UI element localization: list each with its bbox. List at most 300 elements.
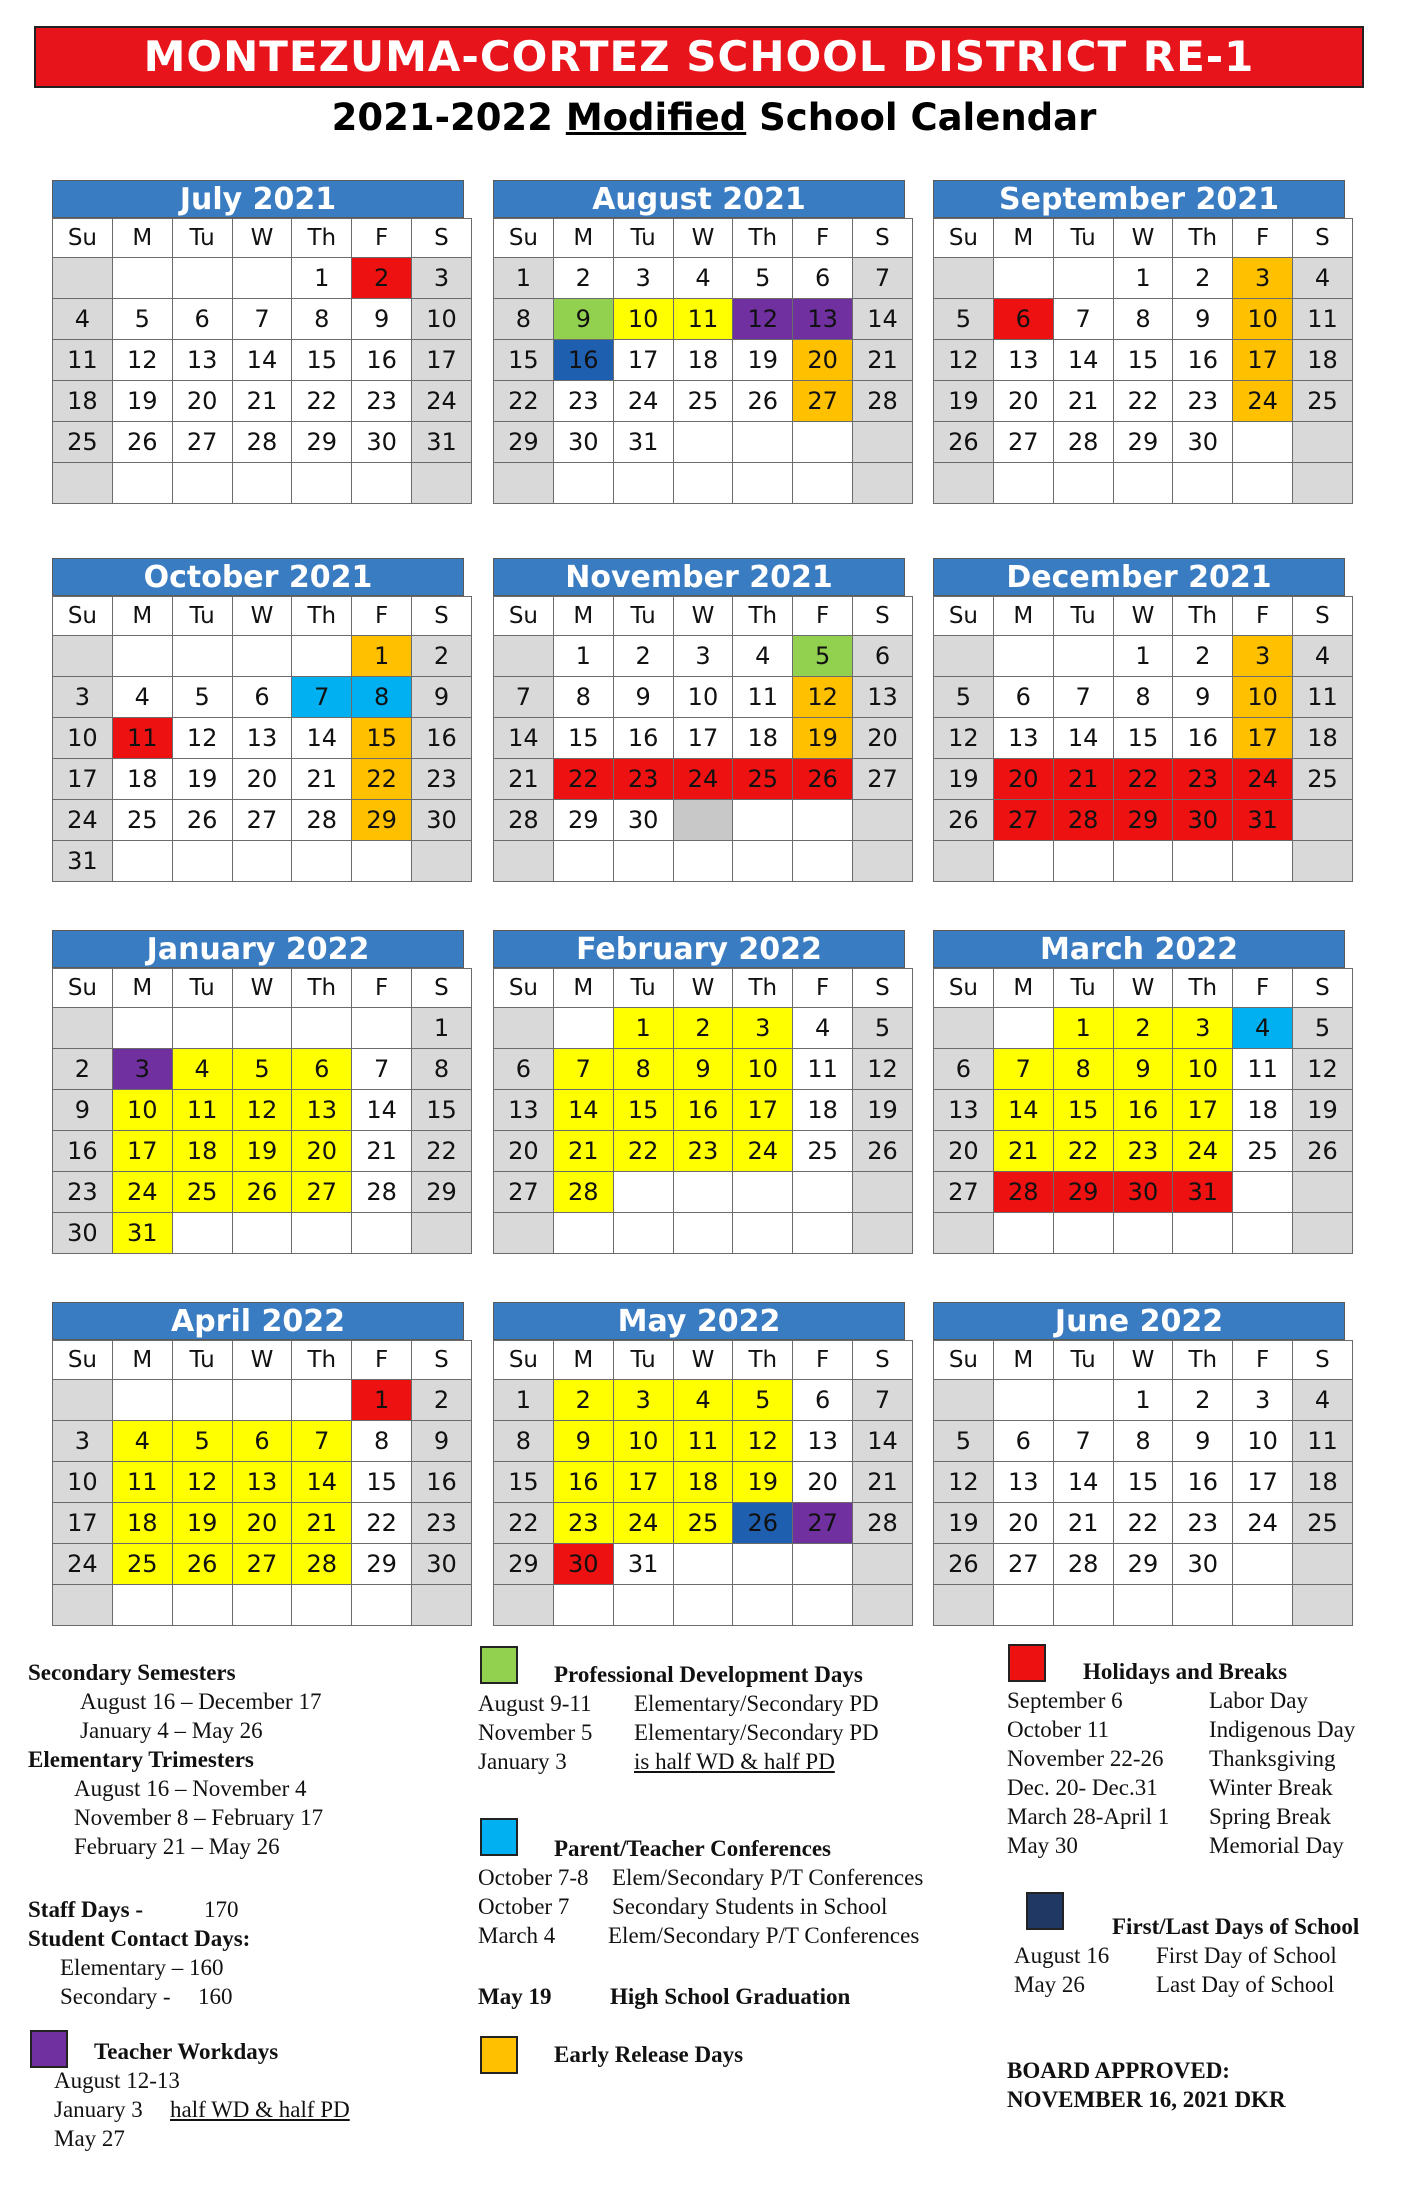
day-cell: 24 (733, 1131, 793, 1172)
day-cell: 21 (993, 1131, 1053, 1172)
empty-cell (352, 841, 412, 882)
week-row (934, 258, 1353, 299)
day-cell: 23 (1113, 1131, 1173, 1172)
day-cell: 25 (53, 422, 113, 463)
day-cell: 20 (494, 1131, 554, 1172)
day-cell: 21 (1053, 1503, 1113, 1544)
day-cell: 9 (673, 1049, 733, 1090)
day-cell: 21 (352, 1131, 412, 1172)
day-cell: 29 (1113, 800, 1173, 841)
teacher-workday-2-note: half WD & half PD (170, 2097, 350, 2122)
month-title: January 2022 (52, 930, 464, 968)
day-cell: 13 (993, 340, 1053, 381)
empty-cell (613, 463, 673, 504)
month-title: November 2021 (493, 558, 905, 596)
day-cell: 11 (172, 1090, 232, 1131)
day-cell: 15 (1113, 1462, 1173, 1503)
week-row (494, 1585, 913, 1626)
last-day-label: Last Day of School (1156, 1972, 1335, 1997)
empty-cell (292, 463, 352, 504)
day-cell: 11 (1293, 1421, 1353, 1462)
day-cell: 21 (494, 759, 554, 800)
holiday-2-name: Indigenous Day (1209, 1717, 1356, 1742)
weekday-label: Th (292, 1341, 352, 1380)
week-row (53, 1172, 472, 1213)
day-cell: 10 (112, 1090, 172, 1131)
empty-cell (673, 1585, 733, 1626)
teacher-workday-1: August 12-13 (54, 2068, 180, 2093)
day-cell: 26 (853, 1131, 913, 1172)
weekday-label: Th (292, 219, 352, 258)
month-august-2021 (493, 180, 905, 504)
secondary-contact-value: 160 (198, 1984, 233, 2009)
day-cell: 19 (172, 759, 232, 800)
empty-cell (673, 422, 733, 463)
day-cell: 31 (1233, 800, 1293, 841)
day-cell: 30 (412, 1544, 472, 1585)
weekday-label: F (793, 219, 853, 258)
day-cell: 18 (112, 1503, 172, 1544)
empty-cell (793, 422, 853, 463)
weekday-header (934, 969, 1353, 1008)
day-cell: 1 (352, 636, 412, 677)
day-cell: 20 (793, 340, 853, 381)
holiday-6-date: May 30 (1007, 1833, 1078, 1858)
week-row (494, 1172, 913, 1213)
empty-cell (1053, 1380, 1113, 1421)
day-cell: 13 (232, 1462, 292, 1503)
day-cell: 2 (1173, 258, 1233, 299)
first-day-date: August 16 (1014, 1943, 1110, 1968)
day-cell: 31 (613, 422, 673, 463)
day-cell: 8 (1113, 299, 1173, 340)
weekday-label: M (993, 969, 1053, 1008)
weekday-label: M (993, 219, 1053, 258)
empty-cell (853, 422, 913, 463)
empty-cell (1233, 422, 1293, 463)
day-cell: 10 (613, 299, 673, 340)
day-cell: 15 (494, 340, 554, 381)
weekday-label: F (352, 597, 412, 636)
day-cell: 15 (1053, 1090, 1113, 1131)
pt-row-1-date: October 7-8 (478, 1865, 589, 1890)
month-grid (493, 1340, 913, 1626)
weekday-header (934, 1341, 1353, 1380)
day-cell: 27 (993, 1544, 1053, 1585)
day-cell: 10 (412, 299, 472, 340)
empty-cell (112, 463, 172, 504)
empty-cell (172, 1380, 232, 1421)
empty-cell (112, 636, 172, 677)
day-cell: 14 (1053, 718, 1113, 759)
empty-cell (934, 841, 994, 882)
empty-cell (1233, 841, 1293, 882)
month-title: March 2022 (933, 930, 1345, 968)
empty-cell (553, 463, 613, 504)
week-row (53, 718, 472, 759)
board-approval (1007, 2056, 1286, 2114)
holiday-5-name: Spring Break (1209, 1804, 1332, 1829)
day-cell: 5 (934, 677, 994, 718)
empty-cell (1173, 1213, 1233, 1254)
weekday-header (53, 969, 472, 1008)
day-cell: 5 (172, 677, 232, 718)
day-cell: 9 (1113, 1049, 1173, 1090)
day-cell: 26 (112, 422, 172, 463)
week-row (53, 1049, 472, 1090)
day-cell: 18 (793, 1090, 853, 1131)
day-cell: 13 (793, 1421, 853, 1462)
secondary-contact-label: Secondary - (60, 1984, 171, 2009)
day-cell: 5 (112, 299, 172, 340)
day-cell: 25 (172, 1172, 232, 1213)
week-row (53, 1131, 472, 1172)
week-row (494, 1380, 913, 1421)
day-cell: 27 (494, 1172, 554, 1213)
day-cell: 27 (993, 800, 1053, 841)
empty-cell (112, 1008, 172, 1049)
day-cell: 1 (553, 636, 613, 677)
month-grid (52, 218, 472, 504)
weekday-label: Su (494, 969, 554, 1008)
week-row (934, 1131, 1353, 1172)
day-cell: 14 (1053, 340, 1113, 381)
empty-cell (553, 1213, 613, 1254)
empty-cell (993, 258, 1053, 299)
day-cell: 2 (553, 258, 613, 299)
month-grid (52, 968, 472, 1254)
day-cell: 15 (352, 718, 412, 759)
day-cell: 18 (1293, 718, 1353, 759)
day-cell: 28 (993, 1172, 1053, 1213)
day-cell: 21 (292, 1503, 352, 1544)
day-cell: 16 (1173, 340, 1233, 381)
teacher-workday-2-date: January 3 (54, 2097, 143, 2122)
day-cell: 6 (993, 1421, 1053, 1462)
empty-cell (232, 1585, 292, 1626)
day-cell: 30 (553, 1544, 613, 1585)
day-cell: 21 (232, 381, 292, 422)
week-row (494, 381, 913, 422)
empty-cell (1293, 841, 1353, 882)
day-cell: 20 (993, 381, 1053, 422)
day-cell: 21 (1053, 759, 1113, 800)
empty-cell (733, 1213, 793, 1254)
empty-cell (232, 636, 292, 677)
holiday-3-date: November 22-26 (1007, 1746, 1164, 1771)
week-row (53, 759, 472, 800)
day-cell: 27 (793, 1503, 853, 1544)
week-row (934, 1049, 1353, 1090)
empty-cell (1233, 463, 1293, 504)
week-row (494, 718, 913, 759)
empty-cell (673, 463, 733, 504)
pd-row-3-date: January 3 (478, 1749, 567, 1774)
district-banner: MONTEZUMA-CORTEZ SCHOOL DISTRICT RE-1 (34, 26, 1364, 88)
day-cell: 12 (853, 1049, 913, 1090)
empty-cell (292, 1213, 352, 1254)
day-cell: 28 (1053, 1544, 1113, 1585)
secondary-semesters-title: Secondary Semesters (28, 1660, 236, 1685)
day-cell: 8 (494, 299, 554, 340)
elementary-trimester-1: August 16 – November 4 (74, 1776, 307, 1801)
week-row (53, 1503, 472, 1544)
legend-day-counts (28, 1895, 250, 2011)
day-cell: 18 (673, 340, 733, 381)
day-cell: 17 (1173, 1090, 1233, 1131)
day-cell: 19 (112, 381, 172, 422)
day-cell: 28 (292, 800, 352, 841)
holiday-1-date: September 6 (1007, 1688, 1123, 1713)
day-cell: 8 (352, 1421, 412, 1462)
weekday-label: Tu (1053, 1341, 1113, 1380)
month-title: August 2021 (493, 180, 905, 218)
day-cell: 7 (993, 1049, 1053, 1090)
week-row (934, 381, 1353, 422)
day-cell: 17 (1233, 340, 1293, 381)
weekday-label: M (553, 219, 613, 258)
day-cell: 26 (1293, 1131, 1353, 1172)
day-cell: 3 (733, 1008, 793, 1049)
week-row (494, 463, 913, 504)
elementary-contact-days: Elementary – 160 (60, 1955, 224, 1980)
week-row (53, 636, 472, 677)
week-row (494, 1462, 913, 1503)
empty-cell (53, 636, 113, 677)
day-cell: 29 (1053, 1172, 1113, 1213)
day-cell: 9 (1173, 299, 1233, 340)
month-grid (493, 596, 913, 882)
weekday-label: S (412, 1341, 472, 1380)
month-grid (933, 596, 1353, 882)
weekday-label: Tu (613, 597, 673, 636)
weekday-label: Su (494, 597, 554, 636)
day-cell: 8 (352, 677, 412, 718)
week-row (53, 1544, 472, 1585)
empty-cell (232, 463, 292, 504)
month-january-2022 (52, 930, 464, 1254)
weekday-label: S (853, 219, 913, 258)
day-cell: 9 (553, 1421, 613, 1462)
day-cell: 21 (1053, 381, 1113, 422)
day-cell: 11 (793, 1049, 853, 1090)
weekday-label: S (1293, 219, 1353, 258)
day-cell: 7 (1053, 677, 1113, 718)
day-cell: 25 (1293, 759, 1353, 800)
weekday-header (934, 597, 1353, 636)
weekday-label: Su (53, 969, 113, 1008)
day-cell: 29 (352, 800, 412, 841)
empty-cell (853, 1172, 913, 1213)
empty-cell (1173, 1585, 1233, 1626)
week-row (494, 299, 913, 340)
pd-row-1-desc: Elementary/Secondary PD (634, 1691, 879, 1716)
day-cell: 14 (292, 1462, 352, 1503)
day-cell: 27 (934, 1172, 994, 1213)
empty-cell (993, 463, 1053, 504)
day-cell: 8 (613, 1049, 673, 1090)
empty-cell (412, 841, 472, 882)
empty-cell (412, 1213, 472, 1254)
empty-cell (733, 1544, 793, 1585)
day-cell: 3 (613, 1380, 673, 1421)
day-cell: 9 (553, 299, 613, 340)
weekday-label: W (232, 1341, 292, 1380)
week-row (934, 841, 1353, 882)
day-cell: 8 (494, 1421, 554, 1462)
empty-cell (993, 1380, 1053, 1421)
day-cell: 31 (412, 422, 472, 463)
month-november-2021 (493, 558, 905, 882)
day-cell: 15 (1113, 340, 1173, 381)
secondary-semester-1: August 16 – December 17 (80, 1689, 322, 1714)
day-cell: 24 (613, 1503, 673, 1544)
weekday-label: W (1113, 597, 1173, 636)
empty-cell (292, 1585, 352, 1626)
empty-cell (793, 1172, 853, 1213)
week-row (934, 340, 1353, 381)
day-cell: 13 (494, 1090, 554, 1131)
day-cell: 4 (673, 258, 733, 299)
day-cell: 22 (1113, 1503, 1173, 1544)
day-cell: 29 (412, 1172, 472, 1213)
day-cell: 1 (494, 258, 554, 299)
weekday-label: Su (934, 1341, 994, 1380)
weekday-label: Tu (613, 969, 673, 1008)
weekday-label: S (853, 597, 913, 636)
day-cell: 12 (172, 1462, 232, 1503)
month-title: May 2022 (493, 1302, 905, 1340)
empty-cell (172, 258, 232, 299)
weekday-header (53, 597, 472, 636)
week-row (934, 1462, 1353, 1503)
weekday-label: Tu (172, 219, 232, 258)
empty-cell (853, 1544, 913, 1585)
day-cell: 9 (1173, 1421, 1233, 1462)
day-cell: 17 (613, 340, 673, 381)
empty-cell (232, 1380, 292, 1421)
weekday-label: Tu (172, 597, 232, 636)
day-cell: 4 (1293, 258, 1353, 299)
day-cell: 31 (53, 841, 113, 882)
day-cell: 3 (673, 636, 733, 677)
day-cell: 13 (793, 299, 853, 340)
day-cell: 22 (1053, 1131, 1113, 1172)
elementary-trimesters-title: Elementary Trimesters (28, 1747, 254, 1772)
last-day-date: May 26 (1014, 1972, 1085, 1997)
day-cell: 5 (853, 1008, 913, 1049)
day-cell: 22 (613, 1131, 673, 1172)
weekday-label: F (1233, 1341, 1293, 1380)
weekday-label: W (673, 219, 733, 258)
week-row (934, 463, 1353, 504)
empty-cell (934, 636, 994, 677)
day-cell: 3 (1233, 636, 1293, 677)
empty-cell (733, 841, 793, 882)
empty-cell (292, 636, 352, 677)
day-cell: 5 (1293, 1008, 1353, 1049)
month-april-2022 (52, 1302, 464, 1626)
pt-row-1-desc: Elem/Secondary P/T Conferences (612, 1865, 924, 1890)
day-cell: 19 (934, 759, 994, 800)
empty-cell (412, 1585, 472, 1626)
weekday-label: S (1293, 597, 1353, 636)
day-cell: 11 (733, 677, 793, 718)
day-cell: 17 (53, 759, 113, 800)
staff-days-label: Staff Days - (28, 1897, 143, 1922)
day-cell: 6 (934, 1049, 994, 1090)
empty-cell (1173, 463, 1233, 504)
month-grid (933, 218, 1353, 504)
weekday-label: M (112, 969, 172, 1008)
empty-cell (1233, 1172, 1293, 1213)
day-cell: 3 (1233, 258, 1293, 299)
week-row (53, 677, 472, 718)
empty-cell (1113, 1213, 1173, 1254)
empty-cell (673, 1544, 733, 1585)
day-cell: 3 (1173, 1008, 1233, 1049)
day-cell: 10 (733, 1049, 793, 1090)
empty-cell (112, 1585, 172, 1626)
day-cell: 23 (1173, 1503, 1233, 1544)
week-row (934, 800, 1353, 841)
day-cell: 18 (673, 1462, 733, 1503)
day-cell: 16 (412, 718, 472, 759)
week-row (53, 1213, 472, 1254)
empty-cell (494, 1008, 554, 1049)
day-cell: 19 (1293, 1090, 1353, 1131)
day-cell: 20 (292, 1131, 352, 1172)
day-cell: 23 (352, 381, 412, 422)
weekday-label: S (412, 219, 472, 258)
day-cell: 27 (853, 759, 913, 800)
day-cell: 11 (673, 1421, 733, 1462)
week-row (53, 1585, 472, 1626)
day-cell: 5 (733, 1380, 793, 1421)
day-cell: 7 (292, 677, 352, 718)
weekday-label: F (352, 219, 412, 258)
day-cell: 14 (232, 340, 292, 381)
empty-cell (733, 1585, 793, 1626)
legend-early-release (554, 2040, 743, 2069)
empty-cell (352, 463, 412, 504)
day-cell: 30 (1173, 422, 1233, 463)
day-cell: 8 (292, 299, 352, 340)
month-may-2022 (493, 1302, 905, 1626)
empty-cell (1233, 1585, 1293, 1626)
day-cell: 5 (793, 636, 853, 677)
empty-cell (1293, 1213, 1353, 1254)
day-cell: 1 (1113, 1380, 1173, 1421)
month-title: February 2022 (493, 930, 905, 968)
week-row (53, 381, 472, 422)
weekday-label: Th (1173, 219, 1233, 258)
day-cell: 19 (934, 381, 994, 422)
elementary-trimester-2: November 8 – February 17 (74, 1805, 324, 1830)
holiday-1-name: Labor Day (1209, 1688, 1308, 1713)
weekday-label: W (673, 597, 733, 636)
day-cell: 30 (1173, 800, 1233, 841)
day-cell: 14 (853, 299, 913, 340)
day-cell: 30 (352, 422, 412, 463)
graduation-date: May 19 (478, 1984, 552, 2009)
weekday-label: W (673, 1341, 733, 1380)
day-cell: 13 (853, 677, 913, 718)
week-row (494, 1008, 913, 1049)
empty-cell (53, 1585, 113, 1626)
empty-cell (934, 1008, 994, 1049)
day-cell: 16 (1173, 1462, 1233, 1503)
